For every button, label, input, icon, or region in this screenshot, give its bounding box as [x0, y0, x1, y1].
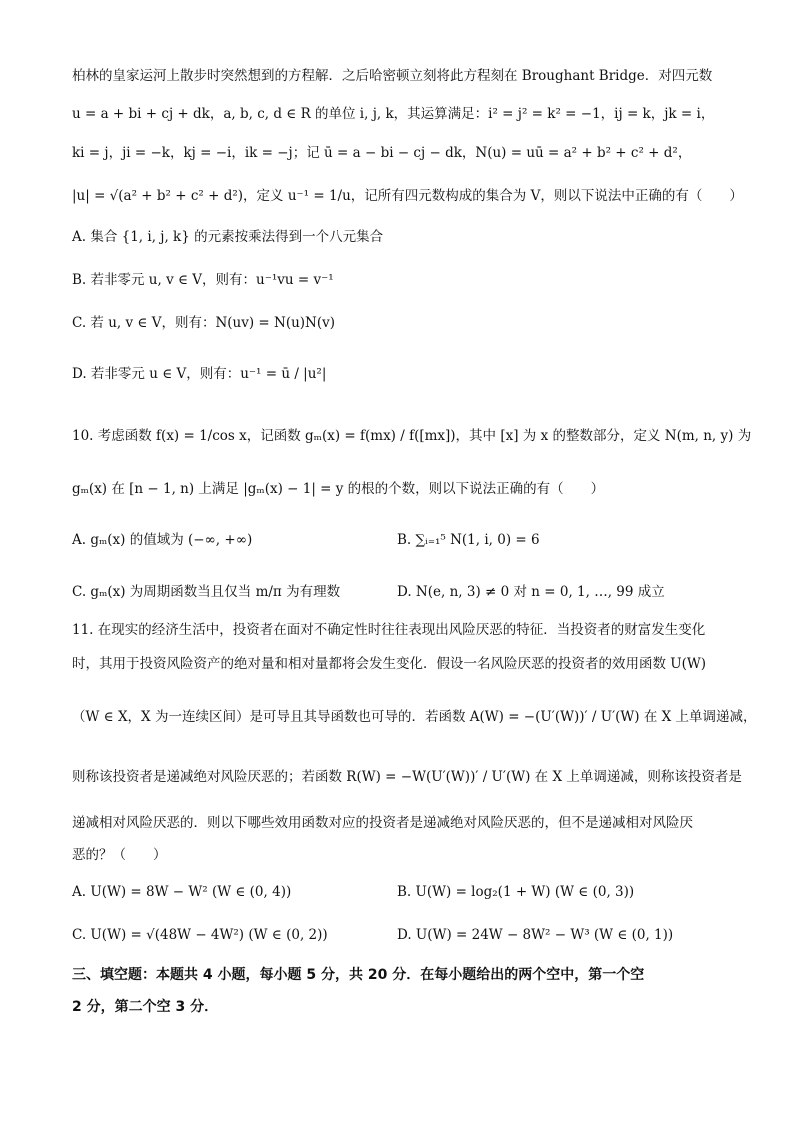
q10-option-a: A. gₘ(x) 的值域为 (−∞, +∞): [72, 532, 253, 548]
q11-option-c: C. U(W) = √(48W − 4W²) (W ∈ (0, 2)): [72, 927, 328, 943]
q9-line-1: 柏林的皇家运河上散步时突然想到的方程解．之后哈密顿立刻将此方程刻在 Broughant Bridge．对四元数: [72, 68, 713, 84]
q11-option-b: B. U(W) = log₂(1 + W) (W ∈ (0, 3)): [397, 884, 635, 900]
section-3-heading: 三、填空题：本题共 4 小题，每小题 5 分，共 20 分．在每小题给出的两个空中，第一个空: [72, 967, 645, 983]
q10-option-c: C. gₘ(x) 为周期函数当且仅当 m/π 为有理数: [72, 584, 341, 600]
q11-line-1: 11. 在现实的经济生活中，投资者在面对不确定性时往往表现出风险厌恶的特征．当投资者的财富发生变化: [72, 622, 706, 638]
q11-line-6: 恶的？（ ）: [72, 847, 167, 863]
q9-line-3: ki = j，ji = −k，kj = −i，ik = −j；记 ū = a − bi − cj − dk，N(u) = uū = a² + b² + c² + d²，: [72, 145, 692, 161]
q9-option-d: D. 若非零元 u ∈ V，则有：u⁻¹ = ū / |u²|: [72, 366, 327, 382]
q10-line-2: gₘ(x) 在 [n − 1, n) 上满足 |gₘ(x) − 1| = y 的根的个数，则以下说法正确的有（ ）: [72, 481, 605, 497]
q11-option-d: D. U(W) = 24W − 8W² − W³ (W ∈ (0, 1)): [397, 927, 674, 943]
q11-line-2: 时，其用于投资风险资产的绝对量和相对量都将会发生变化．假设一名风险厌恶的投资者的效用函数 U(W): [72, 656, 707, 672]
q11-line-3: （W ∈ X，X 为一连续区间）是可导且其导函数也可导的．若函数 A(W) = −(U′(W))′ / U′(W) 在 X 上单调递减，: [72, 709, 757, 725]
q11-option-a: A. U(W) = 8W − W² (W ∈ (0, 4)): [72, 884, 292, 900]
q9-option-b: B. 若非零元 u, v ∈ V，则有：u⁻¹vu = v⁻¹: [72, 272, 334, 288]
q9-line-4: |u| = √(a² + b² + c² + d²)，定义 u⁻¹ = 1/u，记所有四元数构成的集合为 V，则以下说法中正确的有（ ）: [72, 188, 743, 204]
q10-option-b: B. ∑ᵢ₌₁⁵ N(1, i, 0) = 6: [397, 532, 540, 548]
q10-option-d: D. N(e, n, 3) ≠ 0 对 n = 0, 1, …, 99 成立: [397, 584, 665, 600]
q9-line-2: u = a + bi + cj + dk，a, b, c, d ∈ R 的单位 i, j, k，其运算满足：i² = j² = k² = −1，ij = k，jk = i，: [72, 106, 715, 122]
q11-line-4: 则称该投资者是递减绝对风险厌恶的；若函数 R(W) = −W(U′(W))′ / U′(W) 在 X 上单调递减，则称该投资者是: [72, 769, 742, 785]
q11-line-5: 递减相对风险厌恶的．则以下哪些效用函数对应的投资者是递减绝对风险厌恶的，但不是递减相对风险厌: [72, 815, 693, 831]
q9-option-c: C. 若 u, v ∈ V，则有：N(uv) = N(u)N(v): [72, 315, 336, 331]
section-3-heading-cont: 2 分，第二个空 3 分．: [72, 999, 219, 1015]
q9-option-a: A. 集合 {1, i, j, k} 的元素按乘法得到一个八元集合: [72, 229, 384, 245]
q10-line-1: 10. 考虑函数 f(x) = 1/cos x，记函数 gₘ(x) = f(mx) / f([mx])，其中 [x] 为 x 的整数部分，定义 N(m, n, y) 为: [72, 428, 752, 444]
